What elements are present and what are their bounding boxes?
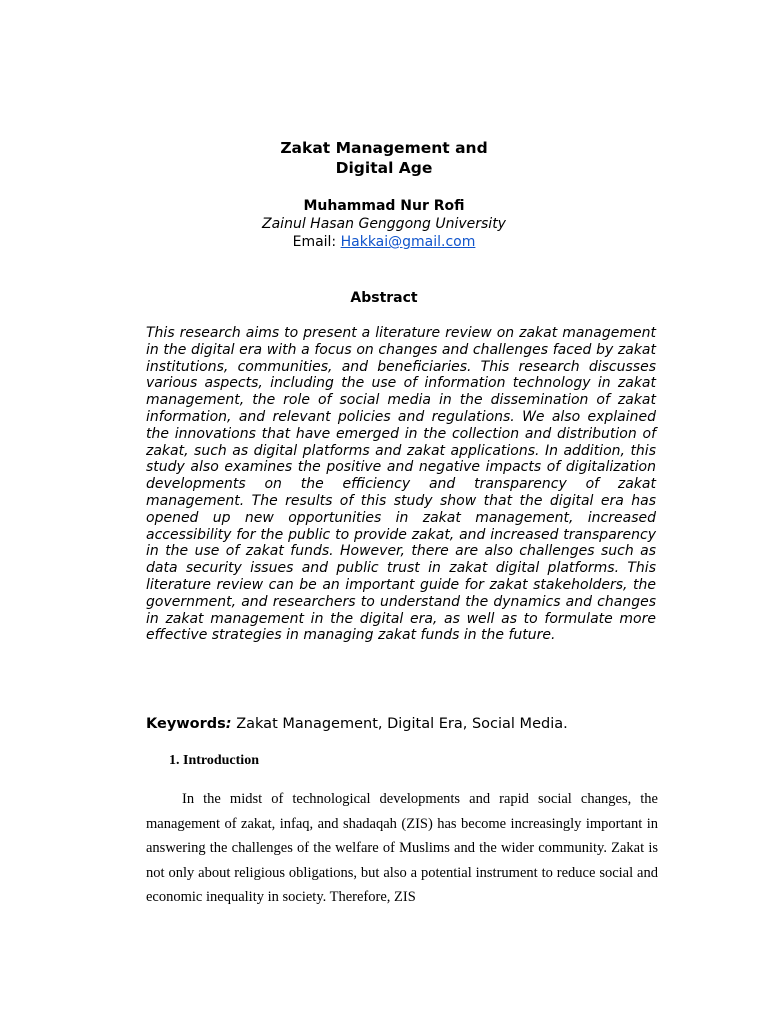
keywords-line: [146, 715, 666, 733]
email-link[interactable]: Hakkai@gmail.com: [340, 234, 476, 250]
paper-title-line-1: Zakat Management and: [280, 139, 488, 157]
keywords-text: Zakat Management, Digital Era, Social Media.: [231, 716, 568, 732]
author-name: Muhammad Nur Rofi: [303, 198, 465, 214]
section-heading-introduction: 1. Introduction: [169, 753, 259, 768]
abstract-text: This research aims to present a literature review on zakat management in the digital era with a focus on changes and challenges faced by zakat institutions, communities, and beneficiaries. This research discusses various aspects, including the use of information technology in zakat management, the role of social media in the dissemination of zakat information, and relevant policies and regulations. We also explained the innovations that have emerged in the collection and distribution of zakat, such as digital platforms and zakat applications. In addition, this study also examines the positive and negative impacts of digitalization developments on the efficiency and transparency of zakat management. The results of this study show that the digital era has opened up new opportunities in zakat management, increased accessibility for the public to provide zakat, and increased transparency in the use of zakat funds. However, there are also challenges such as data security issues and public trust in zakat digital platforms. This literature review can be an important guide for zakat stakeholders, the government, and researchers to understand the dynamics and changes in zakat management in the digital era, as well as to formulate more effective strategies in managing zakat funds in the future.: [146, 325, 656, 644]
keywords-label: Keywords: [146, 716, 226, 732]
keywords-colon: :: [225, 716, 232, 732]
introduction-paragraph: In the midst of technological developments and rapid social changes, the management of zakat, infaq, and shadaqah (ZIS) has become increasingly important in answering the challenges of the welfare of Muslims and the wider community. Zakat is not only about religious obligations, but also a potential instrument to reduce social and economic inequality in society. Therefore, ZIS: [146, 791, 658, 905]
email-label: Email:: [292, 234, 341, 250]
paper-title-line-2: Digital Age: [335, 159, 433, 177]
abstract-heading: Abstract: [350, 290, 418, 306]
email-line: [0, 233, 768, 251]
author-affiliation: Zainul Hasan Genggong University: [262, 216, 506, 232]
paper-title: [0, 138, 768, 178]
